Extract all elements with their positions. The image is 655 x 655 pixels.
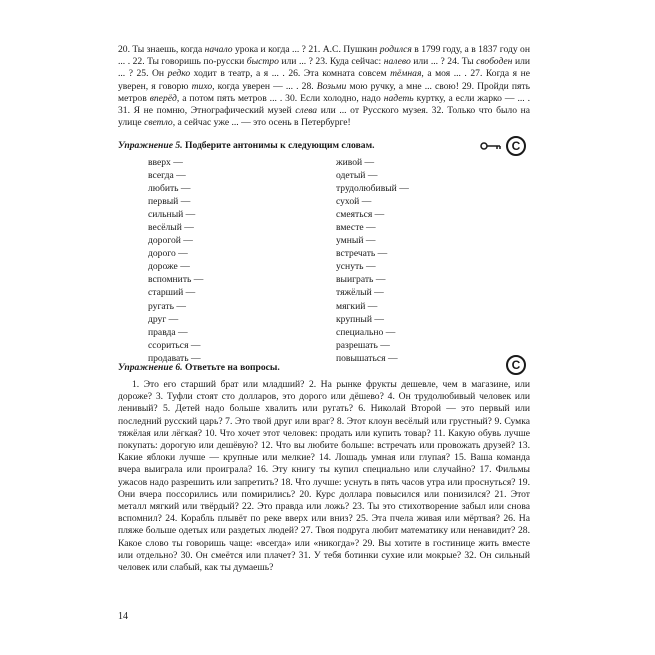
text-run: мою ручку, а мне ... свою! 29. Пройди пять метров <box>118 80 531 104</box>
exercise5-instruction: Подберите антонимы к следующим словам. <box>182 140 375 151</box>
antonym-word: ругать — <box>148 300 186 312</box>
antonym-word: дорого — <box>148 248 188 260</box>
italic-keyword: начало <box>204 44 233 55</box>
italic-keyword: слева <box>295 105 318 117</box>
text-run: или ... ? 23. Куда сейчас: <box>278 56 384 68</box>
key-icon <box>480 140 502 152</box>
text-run: , а потом пять метров ... . 30. Если холодно, надо <box>176 92 384 104</box>
italic-keyword: тихо <box>191 80 213 92</box>
antonym-word: тяжёлый — <box>336 287 384 299</box>
exercise6-questions-text: 1. Это его старший брат или младший? 2. На рынке фрукты дешевле, чем в магазине, или дороже? 3. Туфли стоят сто долларов, это дорого или дёшево? 4. Он трудолюбивый человек или ленивый? 5. Детей надо больше хвалить или ругать? 6. Николай Второй — это первый или последний русский царь? 7. Это твой друг или враг? 8. Этот клоун весёлый или грустный? 9. Сумка тяжёлая или лёгкая? 10. Что хочет этот человек: продать или купить товар? 11. Какую обувь лучше покупать: дорогую или дешёвую? 12. Что вы любите больше: встречать или провожать друзей? 13. Какие яблоки лучше — крупные или мелкие? 14. Лошадь умная или глупая? 15. Ваша команда вчера выиграла или проиграла? 16. Эту книгу ты купил специально или случайно? 17. Фильмы ужасов надо разрешить или запретить? 18. Что лучше: уснуть в пять часов утра или проснуться? 19. Они вчера поссорились или помирились? 20. Курс доллара повысился или понизился? 21. Этот металл мягкий или твёрдый? 22. Это правда или ложь? 23. Ты это стихотворение забыл или снова вспомнил? 24. Корабль плывёт по реке вверх или вниз? 25. Эта пчела живая или мёртвая? 26. На пляже больше одетых или раздетых людей? 27. Твоя подруга любит математику или ненавидит? 28. Какое слово ты говоришь чаще: «всегда» или «никогда»? 29. Вы хотите в гостинице жить вместе или отдельно? 30. Он смеётся или плачет? 31. У тебя ботинки сухие или мокрые? 32. Он сильный человек или слабый, как ты думаешь? <box>118 379 530 574</box>
antonym-word: дорогой — <box>148 235 193 247</box>
exercise6-instruction: Ответьте на вопросы. <box>182 362 280 373</box>
page-number: 14 <box>118 611 128 622</box>
antonym-word: крупный — <box>336 313 384 325</box>
text-run: или ... ? 24. Ты <box>410 56 477 68</box>
text-run: 20. Ты знаешь, когда <box>118 44 205 55</box>
italic-keyword: светло <box>144 117 173 129</box>
antonym-word: друг — <box>148 313 179 325</box>
text-run: урока и когда ... ? 21. А.С. Пушкин <box>232 44 380 55</box>
antonym-word: ссориться — <box>148 339 201 351</box>
antonym-word: специально — <box>336 326 396 338</box>
audio-c-badge[interactable]: C <box>506 136 526 156</box>
exercise6-label: Упражнение 6. <box>118 362 183 373</box>
italic-keyword: свободен <box>476 56 513 68</box>
antonym-word: выиграть — <box>336 274 386 286</box>
antonym-word: встречать — <box>336 248 388 260</box>
antonym-word: правда — <box>148 326 188 338</box>
italic-keyword: редко <box>167 68 191 80</box>
text-run: или ... ? 25. Он <box>118 56 530 80</box>
antonym-word: трудолюбивый — <box>336 183 409 195</box>
antonym-word: продавать — <box>148 352 201 364</box>
antonym-word: повышаться — <box>336 352 398 364</box>
italic-keyword: быстро <box>246 56 279 68</box>
text-run: , а моя ... . 27. Когда я не уверен, я говорю <box>118 68 531 92</box>
exercise6-title <box>118 362 280 373</box>
italic-keyword: тёмная <box>390 68 422 80</box>
antonym-word: умный — <box>336 235 376 247</box>
antonym-word: вместе — <box>336 222 376 234</box>
italic-keyword: надеть <box>383 92 414 104</box>
exercise4-continuation-text <box>118 44 530 129</box>
antonym-word: весёлый — <box>148 222 194 234</box>
antonym-word: всегда — <box>148 170 186 182</box>
antonym-word: уснуть — <box>336 261 376 273</box>
text-run: , когда уверен — ... . 28. <box>212 80 317 92</box>
text-run: или ... от Русского музея. 32. Только что было на улице <box>118 105 530 129</box>
italic-keyword: Возьми <box>316 80 347 92</box>
antonyms-left-column <box>148 156 203 365</box>
antonym-word: разрешать — <box>336 339 390 351</box>
antonym-word: сухой — <box>336 196 372 208</box>
antonym-word: одетый — <box>336 170 378 182</box>
italic-keyword: вперёд <box>149 92 177 104</box>
antonym-word: дороже — <box>148 261 190 273</box>
antonym-word: мягкий — <box>336 300 378 312</box>
antonym-word: вспомнить — <box>148 274 204 286</box>
italic-keyword: родился <box>379 44 412 55</box>
exercise5-title <box>118 140 375 151</box>
antonym-word: сильный — <box>148 209 196 221</box>
text-run: в 1799 году, а в 1837 году он ... . 22. Ты говоришь по-русски <box>118 44 530 68</box>
italic-keyword: налево <box>383 56 411 68</box>
antonym-word: старший — <box>148 287 196 299</box>
audio-c-badge[interactable]: C <box>506 355 526 375</box>
text-run: ходит в театр, а я ... . 26. Эта комната совсем <box>190 68 391 80</box>
antonym-word: смеяться — <box>336 209 385 221</box>
antonyms-right-column <box>336 156 409 365</box>
antonym-word: первый — <box>148 196 191 208</box>
exercise5-label: Упражнение 5. <box>118 140 183 151</box>
text-run: , а сейчас уже ... — это осень в Петербурге! <box>172 117 351 129</box>
text-run: куртку, а если жарко — ... . 31. Я не помню, Этнографический музей <box>118 92 530 117</box>
antonym-word: вверх — <box>148 157 183 168</box>
antonym-word: живой — <box>336 157 375 168</box>
antonym-word: любить — <box>148 183 191 195</box>
